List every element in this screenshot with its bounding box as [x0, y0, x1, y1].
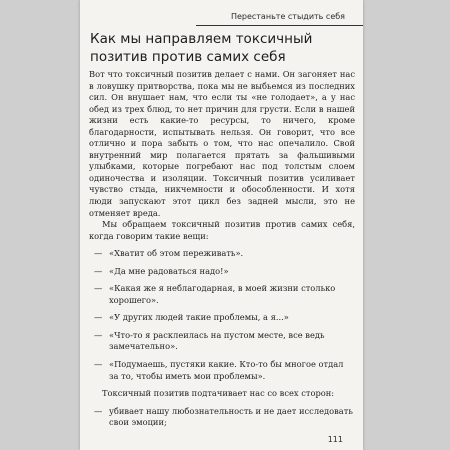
list-item-text: «Хватит об этом переживать». [109, 248, 244, 259]
list-item [89, 248, 355, 260]
dash-bullet: — [94, 265, 103, 276]
list-item [89, 330, 355, 353]
dash-bullet: — [94, 329, 103, 340]
running-header: Перестаньте стыдить себя [230, 12, 345, 21]
list-item [89, 312, 355, 324]
dash-bullet: — [94, 405, 103, 416]
list-item-text: «Подумаешь, пустяки какие. Кто-то бы многое отдал за то, чтобы иметь мои проблемы». [109, 359, 344, 381]
list-item-text: «Какая же я неблагодарная, в моей жизни столько хорошего». [109, 283, 336, 305]
list-item [89, 283, 355, 306]
list-item-text: «У других людей такие проблемы, а я...» [109, 312, 289, 323]
list-item-text: «Что-то я расклеилась на пустом месте, все ведь замечательно». [109, 329, 325, 352]
list-item [89, 266, 355, 278]
dash-bullet: — [94, 359, 103, 370]
dash-bullet: — [94, 248, 103, 259]
list-item [89, 406, 355, 429]
list-item [89, 359, 355, 382]
effects-list [89, 406, 355, 429]
header-rule [196, 25, 363, 26]
body-text [89, 69, 355, 435]
section-title: Как мы направляем токсичный позитив против самих себя [90, 31, 313, 65]
page-number: 111 [327, 435, 343, 444]
quote-list [89, 248, 355, 382]
book-page [80, 0, 363, 450]
paragraph: Токсичный позитив подтачивает нас со всех сторон: [102, 388, 335, 399]
paragraph: Вот что токсичный позитив делает с нами. Он загоняет нас в ловушку притворства, пока мы не выбьемся из последних сил. Он внушает нам, что если ты «не голодает», а у нас обед из трех блюд, то нет причин для грусти. Если в нашей жизни есть какие-то ресурсы, то ничего, кроме благодарности, испытывать нельзя. Он говорит, что все отлично и пора забыть о том, что нас опечалило. Свой внутренний мир полагается прятать за фальшивыми улыбками, которые погребают нас под толстым слоем одиночества и изоляции. Токсичный позитив усиливает чувство стыда, никчемности и обособленности. И хотя люди запускают этот цикл без задней мысли, это не отменяет вреда. [89, 69, 355, 218]
dash-bullet: — [94, 283, 103, 294]
dash-bullet: — [94, 312, 103, 323]
list-item-text: «Да мне радоваться надо!» [109, 265, 229, 276]
paragraph: Мы обращаем токсичный позитив против самих себя, когда говорим такие вещи: [89, 219, 355, 241]
list-item-text: убивает нашу любознательность и не дает исследовать свои эмоции; [109, 405, 353, 428]
